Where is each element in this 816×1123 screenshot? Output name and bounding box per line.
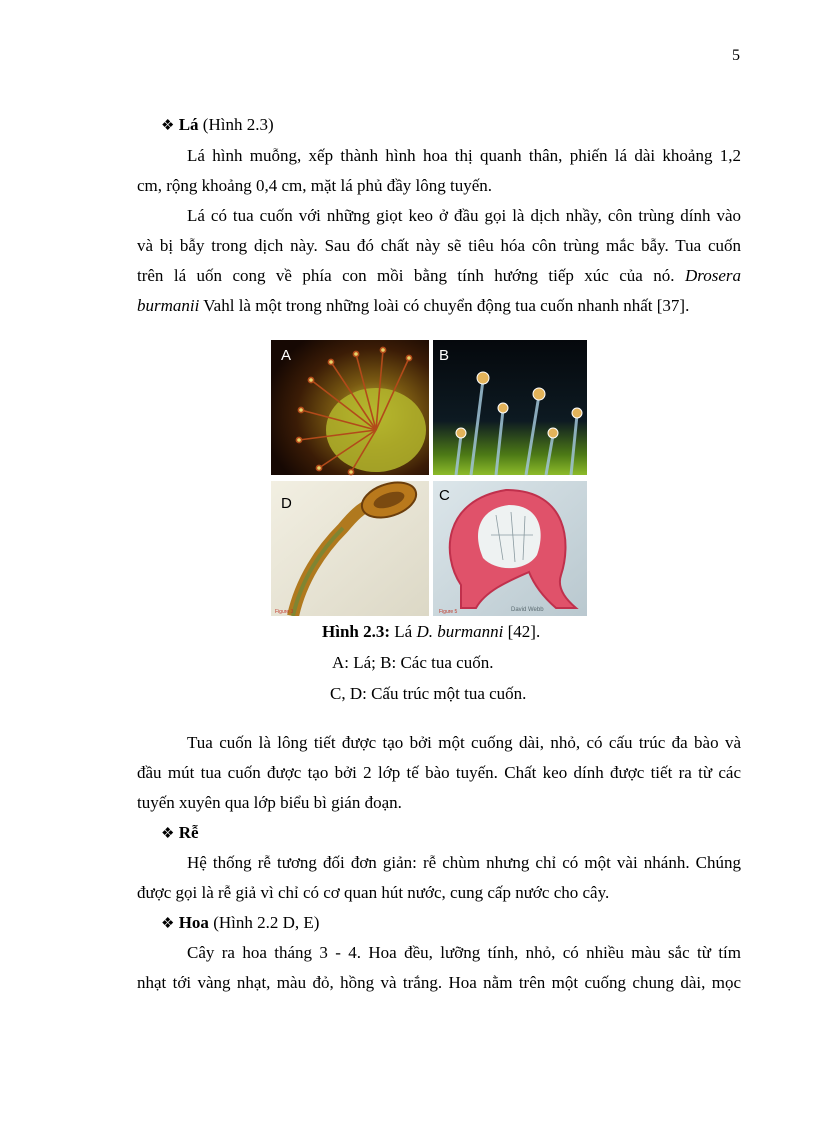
figure-small-text: Figure 5: [439, 609, 458, 615]
caption-label: Hình 2.3:: [322, 622, 391, 641]
panel-d-tentacle-section: [271, 476, 429, 616]
paragraph-line: Cây ra hoa tháng 3 - 4. Hoa đều, lưỡng tính, nhỏ, có nhiều màu sắc từ tím: [187, 943, 741, 962]
caption-line-2: A: Lá; B: Các tua cuốn.: [332, 653, 494, 672]
photo-credit: David Webb: [511, 607, 544, 613]
paragraph-line: [137, 295, 689, 317]
heading-ref: (Hình 2.2 D, E): [208, 913, 320, 932]
paragraph-line: được gọi là rễ giả vì chỉ có cơ quan hút nước, cung cấp nước cho cây.: [137, 883, 610, 902]
panel-label-c: C: [439, 487, 450, 504]
caption-species: D. burmanni: [416, 622, 504, 641]
paragraph-line: và bị bẫy trong dịch này. Sau đó chất này sẽ tiêu hóa côn trùng mắc bẫy. Tua cuốn: [137, 236, 741, 255]
diamond-bullet-icon: ❖: [161, 916, 175, 932]
panel-label-d: D: [281, 495, 292, 512]
paragraph-line: cm, rộng khoảng 0,4 cm, mặt lá phủ đầy lông tuyến.: [137, 176, 493, 195]
diamond-bullet-icon: ❖: [161, 826, 175, 842]
paragraph-text: Vahl là một trong những loài có chuyển động tua cuốn nhanh nhất [37].: [199, 296, 690, 315]
caption-ref: [42].: [503, 622, 541, 641]
paragraph-line: đầu mút tua cuốn được tạo bởi 2 lớp tế bào tuyến. Chất keo dính được tiết ra từ các: [137, 763, 741, 782]
paragraph-line: nhạt tới vàng nhạt, màu đỏ, hồng và trắng. Hoa nằm trên một cuống chung dài, mọc: [137, 973, 741, 992]
paragraph-line: Tua cuốn là lông tiết được tạo bởi một cuống dài, nhỏ, có cấu trúc đa bào và: [187, 733, 741, 752]
page-number: 5: [732, 47, 740, 64]
paragraph-text: trên lá uốn cong về phía con mồi bằng tính hướng tiếp xúc của nó.: [137, 266, 675, 285]
section-heading-flower: [161, 912, 319, 935]
panel-b-tentacles-photo: [433, 340, 587, 475]
paragraph-line: tuyến xuyên qua lớp biểu bì gián đoạn.: [137, 793, 402, 812]
caption-line-3: C, D: Cấu trúc một tua cuốn.: [330, 684, 527, 703]
figure-2-3: [271, 340, 587, 616]
heading-title: Hoa: [178, 913, 209, 932]
species-name: Drosera: [684, 266, 741, 285]
figure-small-text: Figure 3: [275, 609, 294, 615]
paragraph-line: Lá hình muỗng, xếp thành hình hoa thị quanh thân, phiến lá dài khoảng 1,2: [187, 146, 741, 165]
heading-title: Lá: [178, 115, 199, 134]
caption-text: Lá: [390, 622, 417, 641]
figure-caption: [322, 622, 540, 642]
section-heading-leaf: [161, 114, 274, 137]
heading-ref: (Hình 2.3): [198, 115, 274, 134]
paragraph-line: [137, 265, 741, 287]
species-name: burmanii: [137, 296, 200, 315]
panel-a-leaf-photo: [271, 340, 429, 475]
panel-label-b: B: [439, 347, 450, 364]
heading-title: Rễ: [178, 823, 199, 842]
paragraph-line: Hệ thống rễ tương đối đơn giản: rễ chùm nhưng chỉ có một vài nhánh. Chúng: [187, 853, 741, 872]
panel-label-a: A: [281, 347, 292, 364]
diamond-bullet-icon: ❖: [161, 118, 175, 134]
paragraph-line: Lá có tua cuốn với những giọt keo ở đầu gọi là dịch nhầy, côn trùng dính vào: [187, 206, 741, 225]
section-heading-root: [161, 822, 199, 845]
panel-c-tentacle-structure: [433, 481, 587, 616]
